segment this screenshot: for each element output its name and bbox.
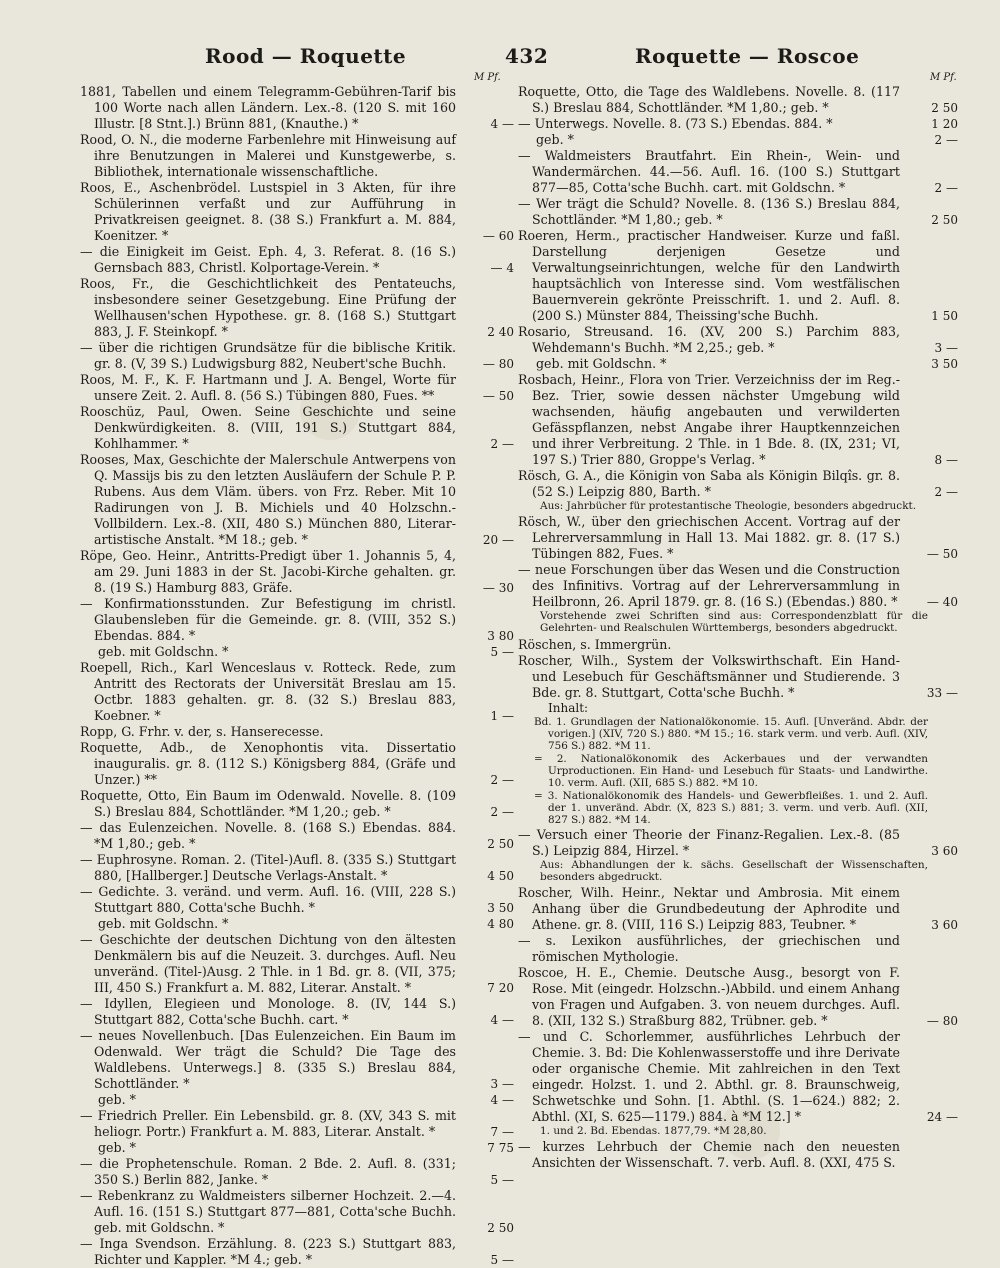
entry-price: 5 — [490,1173,514,1187]
entry-text: Roscher, Wilh. Heinr., Nektar und Ambrosia. Mit einem Anhang über die Grundbedeutung der Aphrodite und Athene. gr. 8. (VIII, 116 S.) Leipzig 883, Teubner. * [518,885,900,933]
entry-text: — Waldmeisters Brautfahrt. Ein Rhein-, Wein- und Wandermärchen. 44.—56. Aufl. 16. (100 S.) Stuttgart 877—85, Cotta'sche Buchh. cart. mit Goldschn. * [518,148,900,195]
entry-price: 4 — [490,1093,514,1107]
catalog-entry [518,933,958,965]
catalog-entry [80,932,514,996]
entry-price: 4 50 [487,869,514,883]
entry-text: Rood, O. N., die moderne Farbenlehre mit Hinweisung auf ihre Benutzungen in Malerei und Kunstgewerbe, s. Bibliothek, internationale wissenschaftliche. [80,132,456,179]
entry-price: 7 — [490,1125,514,1139]
entry-price: 1 20 [931,117,958,131]
page-number: 432 [505,44,549,68]
entry-text: Roscher, Wilh., System der Volkswirthschaft. Ein Hand- und Lesebuch für Geschäftsmänner und Studierende. 3 Bde. gr. 8. Stuttgart, Cotta'sche Buchh. * [518,652,900,700]
entry-text: = 3. Nationalökonomik des Handels- und Gewerbfleißes. 1. und 2. Aufl. der 1. unveränd. Abdr. (X, 823 S.) 881; 3. verm. und verb. Aufl. (XII, 827 S.) 882. *M 14. [534,789,928,826]
catalog-entry [518,827,958,859]
entry-text: Bd. 1. Grundlagen der Nationalökonomie. 15. Aufl. [Unveränd. Abdr. der vorigen.] (XIV, 720 S.) 880. *M 15.; 16. stark verm. und verb. Aufl. (XIV, 756 S.) 882. *M 11. [534,715,928,752]
entry-text: Röschen, s. Immergrün. [518,636,672,652]
entry-text: — Rebenkranz zu Waldmeisters silberner Hochzeit. 2.—4. Aufl. 16. (151 S.) Stuttgart 877—881, Cotta'sche Buchh. geb. mit Goldschn. * [80,1188,456,1235]
catalog-entry [80,1188,514,1236]
entry-text: Aus: Jahrbücher für protestantische Theologie, besonders abgedruckt. [540,500,917,512]
catalog-entry [80,884,514,916]
entry-text: Roeren, Herm., practischer Handweiser. Kurze und faßl. Darstellung derjenigen Gesetze und Verwaltungseinrichtungen, welche für den Landwirth hauptsächlich von Interesse sind. Vom westfälischen Bauernverein gekrönte Preisschrift. 1. und 2. Aufl. 8. (200 S.) Münster 884, Theissing'sche Buchh. [518,228,900,323]
catalog-entry [80,788,514,820]
catalog-entry [80,596,514,644]
catalog-entry [80,852,514,884]
catalog-entry [518,356,958,372]
catalog-entry [518,132,958,148]
catalog-entry [80,660,514,724]
entry-text: = 2. Nationalökonomik des Ackerbaues und der verwandten Urproductionen. Ein Hand- und Lesebuch für Staats- und Landwirthe. 10. verm. Aufl. (XII, 685 S.) 882. *M 10. [534,752,928,789]
entry-price: 1 50 [931,309,958,323]
catalog-entry [518,1029,958,1125]
right-column [518,84,958,1171]
entry-text: — Konfirmationsstunden. Zur Befestigung im christl. Glaubensleben für die Gemeinde. gr. 8. (VIII, 352 S.) Ebendas. 884. * [80,596,456,643]
entry-note [540,1125,958,1137]
entry-text: — Wer trägt die Schuld? Novelle. 8. (136 S.) Breslau 884, Schottländer. *M 1,80.; geb. * [518,196,900,227]
entry-text: Vorstehende zwei Schriften sind aus: Correspondenzblatt für die Gelehrten- und Realschulen Württembergs, besonders abgedruckt. [540,610,928,635]
catalog-entry [518,228,958,324]
entry-text: Roos, M. F., K. F. Hartmann und J. A. Bengel, Worte für unsere Zeit. 2. Aufl. 8. (56 S.) Tübingen 880, Fues. ** [80,372,456,403]
entry-subitem [518,753,958,789]
entry-price: 2 — [490,805,514,819]
running-head-left: Rood — Roquette [205,44,407,68]
left-column [80,84,514,1268]
catalog-entry [518,885,958,933]
catalog-entry [80,132,514,180]
entry-text: 1. und 2. Bd. Ebendas. 1877,79. *M 28,80. [540,1125,767,1138]
catalog-entry [80,1140,514,1156]
entry-price: 2 50 [487,1221,514,1235]
currency-heading-left: M Pf. [474,72,501,83]
catalog-entry [80,916,514,932]
entry-text: geb. mit Goldschn. * [98,916,229,931]
catalog-entry [518,701,958,716]
catalog-entry [518,1139,958,1171]
entry-text: 1881, Tabellen und einem Telegramm-Gebühren-Tarif bis 100 Worte nach allen Ländern. Lex.-8. (120 S. mit 160 Illustr. [8 Stnt.].) Brünn 881, (Knauthe.) * [80,84,456,131]
entry-text: — neues Novellenbuch. [Das Eulenzeichen. Ein Baum im Odenwald. Wer trägt die Schuld? Die Tage des Waldlebens. Unterwegs.] 8. (335 S.) Breslau 884, Schottländer. * [80,1028,456,1091]
entry-price: — 40 [926,595,958,610]
entry-price: — 50 [482,389,514,403]
entry-price: 4 — [490,117,514,131]
catalog-entry [518,468,958,500]
catalog-entry [80,740,514,788]
entry-text: — Idyllen, Elegieen und Monologe. 8. (IV, 144 S.) Stuttgart 882, Cotta'sche Buchh. cart. * [80,996,456,1027]
entry-price: 2 — [934,181,958,195]
entry-text: Roquette, Otto, die Tage des Waldlebens. Novelle. 8. (117 S.) Breslau 884, Schottländer. *M 1,80.; geb. * [518,84,900,115]
catalog-entry [80,1108,514,1140]
entry-price: 2 50 [931,101,958,115]
entry-text: Rösch, W., über den griechischen Accent. Vortrag auf der Lehrerversammlung in Hall 13. Mai 1882. gr. 8. (17 S.) Tübingen 882, Fues. * [518,514,900,562]
entry-price: 20 — [482,533,514,547]
entry-text: — Geschichte der deutschen Dichtung von den ältesten Denkmälern bis auf die Neuzeit. 3. durchges. Aufl. Neu unveränd. (Titel-)Ausg. 2 Thle. in 1 Bd. gr. 8. (VII, 375; III, 450 S.) Frankfurt a. M. 882, Literar. Anstalt. * [80,932,456,995]
entry-note [540,500,958,512]
entry-price: — 80 [482,357,514,371]
entry-price: 3 — [934,341,958,355]
entry-text: geb. * [98,1092,136,1107]
entry-subitem [518,790,958,826]
catalog-entry [518,514,958,562]
entry-text: Roscoe, H. E., Chemie. Deutsche Ausg., besorgt von F. Rose. Mit (eingedr. Holzschn.-)Abbild. und einem Anhang von Fragen und Aufgaben. 3. von neuem durchges. Aufl. 8. (XII, 132 S.) Straßburg 882, Trübner. geb. * [518,965,900,1029]
entry-text: — s. Lexikon ausführliches, der griechischen und römischen Mythologie. [518,933,900,965]
catalog-entry [518,148,958,196]
catalog-entry [80,820,514,852]
entry-price: 4 80 [487,917,514,931]
entry-text: — und C. Schorlemmer, ausführliches Lehrbuch der Chemie. 3. Bd: Die Kohlenwasserstoffe und ihre Derivate oder organische Chemie. Mit zahlreichen in den Text eingedr. Holzst. 1. und 2. Abthl. gr. 8. Braunschweig, Schwetschke und Sohn. [1. Abthl. (S. 1—624.) 882; 2. Abthl. (XI, S. 625—1179.) 884. à *M 12.] * [518,1029,900,1125]
catalog-entry [80,84,514,132]
catalog-entry [518,116,958,132]
catalog-entry [80,548,514,596]
entry-text: — kurzes Lehrbuch der Chemie nach den neuesten Ansichten der Wissenschaft. 7. verb. Aufl. 8. (XXI, 475 S. [518,1139,900,1171]
catalog-entry [518,965,958,1029]
entry-price: 3 80 [487,629,514,643]
entry-text: — neue Forschungen über das Wesen und die Construction des Infinitivs. Vortrag auf der Lehrerversammlung in Heilbronn, 26. April 1879. gr. 8. (16 S.) (Ebendas.) 880. * [518,562,900,610]
catalog-entry [518,562,958,610]
catalog-entry [518,372,958,468]
entry-text: geb. * [98,1140,136,1155]
catalog-entry [518,196,958,228]
entry-text: Ropp, G. Frhr. v. der, s. Hanserecesse. [80,724,324,739]
entry-text: — Inga Svendson. Erzählung. 8. (223 S.) Stuttgart 883, Richter und Kappler. *M 4.; geb. * [80,1236,456,1267]
catalog-entry [80,276,514,340]
entry-price: 3 60 [931,843,958,858]
entry-price: 1 — [490,709,514,723]
entry-text: geb. * [536,132,574,147]
catalog-entry [80,404,514,452]
entry-text: — die Prophetenschule. Roman. 2 Bde. 2. Aufl. 8. (331; 350 S.) Berlin 882, Janke. * [80,1156,456,1187]
catalog-entry [80,644,514,660]
entry-price: 2 — [490,437,514,451]
entry-note [540,859,958,883]
catalog-entry [80,996,514,1028]
entry-text: — Friedrich Preller. Ein Lebensbild. gr. 8. (XV, 343 S. mit heliogr. Portr.) Frankfurt a. M. 883, Literar. Anstalt. * [80,1108,456,1139]
catalog-entry [80,1156,514,1188]
running-head-right: Roquette — Roscoe [635,44,860,68]
entry-price: 8 — [934,453,958,467]
catalog-entry [518,84,958,116]
entry-text: Rosario, Streusand. 16. (XV, 200 S.) Parchim 883, Wehdemann's Buchh. *M 2,25.; geb. * [518,324,900,355]
entry-text: Röpe, Geo. Heinr., Antritts-Predigt über 1. Johannis 5, 4, am 29. Juni 1883 in der St. Jacobi-Kirche gehalten. gr. 8. (19 S.) Hamburg 883, Gräfe. [80,548,456,595]
catalog-entry [518,653,958,701]
entry-text: Rösch, G. A., die Königin von Saba als Königin Bilqîs. gr. 8. (52 S.) Leipzig 880, Barth. * [518,468,900,499]
entry-price: 4 — [490,1013,514,1027]
entry-text: Roos, Fr., die Geschichtlichkeit des Pentateuchs, insbesondere seiner Gesetzgebung. Eine Prüfung der Wellhausen'schen Hypothese. gr. 8. (168 S.) Stuttgart 883, J. F. Steinkopf. * [80,276,456,339]
entry-price: — 30 [482,581,514,595]
entry-price: — 60 [482,229,514,243]
entry-text: — über die richtigen Grundsätze für die biblische Kritik. gr. 8. (V, 39 S.) Ludwigsburg 882, Neubert'sche Buchh. [80,340,456,371]
catalog-entry [518,637,958,653]
entry-price: — 4 [490,261,514,275]
entry-text: — Euphrosyne. Roman. 2. (Titel-)Aufl. 8. (335 S.) Stuttgart 880, [Hallberger.] Deutsche Verlags-Anstalt. * [80,852,456,883]
catalog-entry [518,324,958,356]
catalog-entry [80,724,514,740]
entry-text: Roquette, Otto, Ein Baum im Odenwald. Novelle. 8. (109 S.) Breslau 884, Schottländer. *M 1,20.; geb. * [80,788,456,819]
entry-text: Rooses, Max, Geschichte der Malerschule Antwerpens von Q. Massijs bis zu den letzten Ausläufern der Schule P. P. Rubens. Aus dem Vläm. übers. von Frz. Reber. Mit 10 Radirungen von J. B. Michiels und 40 Holzschn.-Vollbildern. Lex.-8. (XII, 480 S.) München 880, Literar-artistische Anstalt. *M 18.; geb. * [80,452,456,547]
entry-price: — 50 [926,547,958,562]
entry-text: Roos, E., Aschenbrödel. Lustspiel in 3 Akten, für ihre Schülerinnen verfaßt und zur Aufführung in Privatkreisen geeignet. 8. (38 S.) Frankfurt a. M. 884, Koenitzer. * [80,180,456,243]
entry-text: Inhalt: [548,700,589,715]
entry-price: — 80 [926,1014,958,1029]
catalog-entry [80,1028,514,1092]
entry-price: 33 — [926,685,958,700]
entry-price: 2 — [490,773,514,787]
entry-price: 3 50 [931,357,958,371]
entry-text: geb. mit Goldschn. * [98,644,229,659]
entry-price: 7 75 [487,1141,514,1155]
entry-text: Rosbach, Heinr., Flora von Trier. Verzeichniss der im Reg.-Bez. Trier, sowie dessen nächster Umgebung wild wachsenden, häufig angebauten und verwilderten Gefässpflanzen, nebst Angabe ihrer Hauptkennzeichen und ihrer Verbreitung. 2 Thle. in 1 Bde. 8. (IX, 231; VI, 197 S.) Trier 880, Groppe's Verlag. * [518,372,900,467]
entry-price: 3 50 [487,901,514,915]
entry-text: geb. mit Goldschn. * [536,356,667,371]
catalog-entry [80,180,514,244]
entry-text: — die Einigkeit im Geist. Eph. 4, 3. Referat. 8. (16 S.) Gernsbach 883, Christl. Kolportage-Verein. * [80,244,456,275]
entry-text: Aus: Abhandlungen der k. sächs. Gesellschaft der Wissenschaften, besonders abgedruckt. [540,858,928,883]
catalog-entry [80,372,514,404]
entry-price: 2 — [934,485,958,499]
catalog-entry [80,1236,514,1268]
entry-text: Rooschüz, Paul, Owen. Seine Geschichte und seine Denkwürdigkeiten. 8. (VIII, 191 S.) Stuttgart 884, Kohlhammer. * [80,404,456,451]
entry-price: 3 — [490,1077,514,1091]
entry-price: 24 — [926,1110,958,1125]
catalog-entry [80,1092,514,1108]
entry-price: 7 20 [487,981,514,995]
catalog-entry [80,452,514,548]
entry-note [540,610,958,634]
entry-price: 2 50 [487,837,514,851]
catalog-entry [80,244,514,276]
entry-price: 5 — [490,645,514,659]
entry-price: 5 — [490,1253,514,1267]
entry-price: 2 40 [487,325,514,339]
entry-text: — Unterwegs. Novelle. 8. (73 S.) Ebendas. 884. * [518,116,833,131]
entry-text: Roquette, Adb., de Xenophontis vita. Dissertatio inauguralis. gr. 8. (112 S.) Königsberg 884, (Gräfe und Unzer.) ** [80,740,456,787]
catalog-entry [80,340,514,372]
entry-text: Roepell, Rich., Karl Wenceslaus v. Rotteck. Rede, zum Antritt des Rectorats der Universität Breslau am 15. Octbr. 1883 gehalten. gr. 8. (32 S.) Breslau 883, Koebner. * [80,660,456,723]
entry-text: — Gedichte. 3. veränd. und verm. Aufl. 16. (VIII, 228 S.) Stuttgart 880, Cotta'sche Buchh. * [80,884,456,915]
entry-price: 2 — [934,133,958,147]
currency-heading-right: M Pf. [930,72,957,83]
entry-price: 3 60 [931,918,958,933]
entry-subitem [518,716,958,752]
entry-text: — das Eulenzeichen. Novelle. 8. (168 S.) Ebendas. 884. *M 1,80.; geb. * [80,820,456,851]
entry-text: — Versuch einer Theorie der Finanz-Regalien. Lex.-8. (85 S.) Leipzig 884, Hirzel. * [518,826,900,858]
entry-price: 2 50 [931,213,958,227]
